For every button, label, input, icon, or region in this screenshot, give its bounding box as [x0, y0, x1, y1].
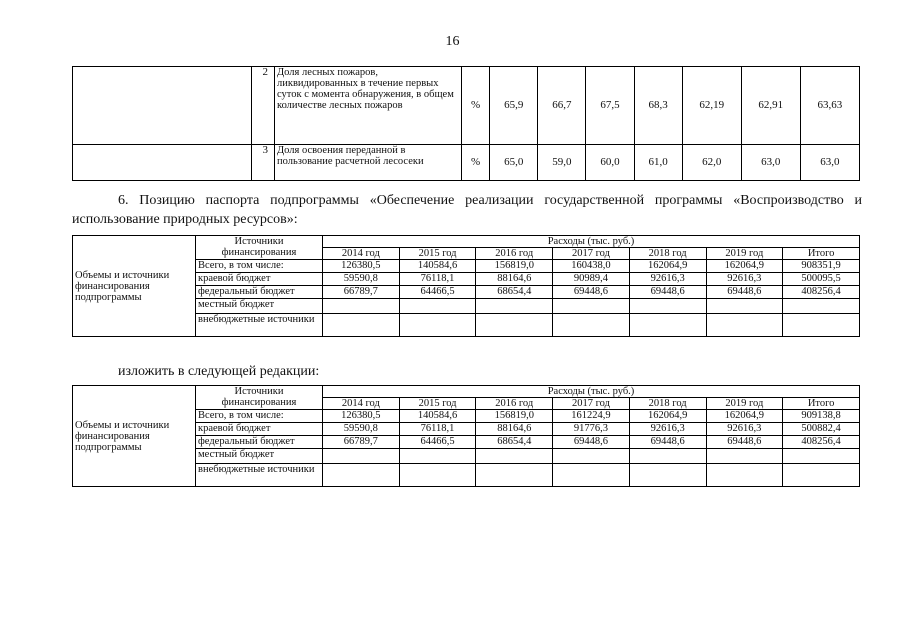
value-cell: 126380,5: [323, 410, 400, 423]
indicator-value: 65,0: [490, 145, 538, 181]
indicator-value: 67,5: [586, 67, 634, 145]
value-cell: [323, 299, 400, 314]
value-cell: 68654,4: [476, 286, 553, 299]
value-cell: 92616,3: [629, 273, 706, 286]
value-cell: [399, 464, 476, 487]
indicator-number: 3: [252, 145, 275, 181]
value-cell: 66789,7: [323, 286, 400, 299]
finance-label: Объемы и источники финансирования подпрограммы: [73, 386, 196, 487]
indicator-value: 63,0: [800, 145, 859, 181]
replace-text: изложить в следующей редакции:: [118, 364, 320, 379]
value-cell: 156819,0: [476, 260, 553, 273]
value-cell: [399, 299, 476, 314]
source-name: местный бюджет: [196, 299, 323, 314]
indicator-value: 60,0: [586, 145, 634, 181]
expenses-header: Расходы (тыс. руб.): [323, 236, 860, 248]
year-header: 2015 год: [399, 248, 476, 260]
indicator-value: 65,9: [490, 67, 538, 145]
value-cell: 69448,6: [553, 436, 630, 449]
value-cell: 162064,9: [629, 410, 706, 423]
value-cell: 500882,4: [783, 423, 860, 436]
value-cell: 92616,3: [706, 273, 783, 286]
value-cell: [476, 299, 553, 314]
value-cell: [323, 314, 400, 337]
year-header: 2016 год: [476, 398, 553, 410]
value-cell: [706, 314, 783, 337]
value-cell: 90989,4: [553, 273, 630, 286]
empty-cell: [73, 67, 252, 145]
value-cell: 408256,4: [783, 436, 860, 449]
source-name: федеральный бюджет: [196, 436, 323, 449]
value-cell: 69448,6: [629, 436, 706, 449]
value-cell: 69448,6: [706, 436, 783, 449]
value-cell: [706, 449, 783, 464]
value-cell: 69448,6: [706, 286, 783, 299]
year-header: 2014 год: [323, 398, 400, 410]
value-cell: 162064,9: [629, 260, 706, 273]
year-header: 2014 год: [323, 248, 400, 260]
value-cell: [476, 464, 553, 487]
value-cell: [553, 449, 630, 464]
indicator-row: [73, 67, 860, 145]
indicator-unit: %: [462, 67, 490, 145]
value-cell: [399, 449, 476, 464]
year-header: 2018 год: [629, 398, 706, 410]
value-cell: 69448,6: [553, 286, 630, 299]
value-cell: [553, 314, 630, 337]
sources-header: Источники финансирования: [196, 236, 323, 260]
source-name: федеральный бюджет: [196, 286, 323, 299]
value-cell: 68654,4: [476, 436, 553, 449]
source-name: Всего, в том числе:: [196, 410, 323, 423]
value-cell: [783, 299, 860, 314]
finance-table-old: [72, 235, 860, 337]
value-cell: 160438,0: [553, 260, 630, 273]
value-cell: 91776,3: [553, 423, 630, 436]
total-header: Итого: [783, 248, 860, 260]
finance-table-new: [72, 385, 860, 487]
value-cell: [629, 464, 706, 487]
expenses-header: Расходы (тыс. руб.): [323, 386, 860, 398]
value-cell: [553, 464, 630, 487]
value-cell: 408256,4: [783, 286, 860, 299]
value-cell: [323, 449, 400, 464]
indicator-value: 66,7: [538, 67, 586, 145]
value-cell: 69448,6: [629, 286, 706, 299]
value-cell: [706, 464, 783, 487]
year-header: 2019 год: [706, 248, 783, 260]
year-header: 2017 год: [553, 248, 630, 260]
year-header: 2015 год: [399, 398, 476, 410]
value-cell: 162064,9: [706, 410, 783, 423]
value-cell: 908351,9: [783, 260, 860, 273]
indicator-value: 63,0: [741, 145, 800, 181]
indicator-value: 68,3: [634, 67, 682, 145]
indicator-value: 61,0: [634, 145, 682, 181]
value-cell: [399, 314, 476, 337]
value-cell: 140584,6: [399, 260, 476, 273]
value-cell: [629, 314, 706, 337]
empty-cell: [73, 145, 252, 181]
value-cell: [323, 464, 400, 487]
value-cell: 92616,3: [706, 423, 783, 436]
year-header: 2016 год: [476, 248, 553, 260]
total-header: Итого: [783, 398, 860, 410]
indicator-name: Доля лесных пожаров, ликвидированных в течение первых суток с момента обнаружения, в общем количестве лесных пожаров: [275, 67, 462, 145]
indicator-value: 62,91: [741, 67, 800, 145]
source-name: краевой бюджет: [196, 273, 323, 286]
year-header: 2017 год: [553, 398, 630, 410]
value-cell: [629, 449, 706, 464]
value-cell: [629, 299, 706, 314]
header-row: [73, 236, 860, 248]
value-cell: [476, 449, 553, 464]
finance-label: Объемы и источники финансирования подпрограммы: [73, 236, 196, 337]
value-cell: 59590,8: [323, 273, 400, 286]
value-cell: 909138,8: [783, 410, 860, 423]
indicator-unit: %: [462, 145, 490, 181]
indicator-value: 59,0: [538, 145, 586, 181]
source-name: краевой бюджет: [196, 423, 323, 436]
sources-header: Источники финансирования: [196, 386, 323, 410]
indicator-value: 62,19: [682, 67, 741, 145]
value-cell: 64466,5: [399, 286, 476, 299]
value-cell: 500095,5: [783, 273, 860, 286]
value-cell: 59590,8: [323, 423, 400, 436]
value-cell: [783, 464, 860, 487]
value-cell: 161224,9: [553, 410, 630, 423]
source-name: Всего, в том числе:: [196, 260, 323, 273]
value-cell: 88164,6: [476, 273, 553, 286]
header-row: [73, 386, 860, 398]
value-cell: 88164,6: [476, 423, 553, 436]
source-name: местный бюджет: [196, 449, 323, 464]
page-number: 16: [445, 34, 460, 49]
indicator-name: Доля освоения переданной в пользование расчетной лесосеки: [275, 145, 462, 181]
value-cell: 126380,5: [323, 260, 400, 273]
value-cell: 140584,6: [399, 410, 476, 423]
value-cell: 76118,1: [399, 273, 476, 286]
value-cell: 156819,0: [476, 410, 553, 423]
value-cell: 162064,9: [706, 260, 783, 273]
value-cell: 64466,5: [399, 436, 476, 449]
value-cell: 66789,7: [323, 436, 400, 449]
value-cell: [476, 314, 553, 337]
indicator-number: 2: [252, 67, 275, 145]
indicator-value: 62,0: [682, 145, 741, 181]
indicator-value: 63,63: [800, 67, 859, 145]
year-header: 2019 год: [706, 398, 783, 410]
value-cell: 92616,3: [629, 423, 706, 436]
indicator-row: [73, 145, 860, 181]
source-name: внебюджетные источники: [196, 464, 323, 487]
value-cell: [783, 314, 860, 337]
value-cell: [783, 449, 860, 464]
source-name: внебюджетные источники: [196, 314, 323, 337]
indicators-table: [72, 66, 860, 181]
value-cell: 76118,1: [399, 423, 476, 436]
year-header: 2018 год: [629, 248, 706, 260]
value-cell: [553, 299, 630, 314]
paragraph-6: 6. Позицию паспорта подпрограммы «Обеспечение реализации государственной программы «Воспроизводство и использование природных ресурсов»:: [72, 193, 862, 227]
value-cell: [706, 299, 783, 314]
